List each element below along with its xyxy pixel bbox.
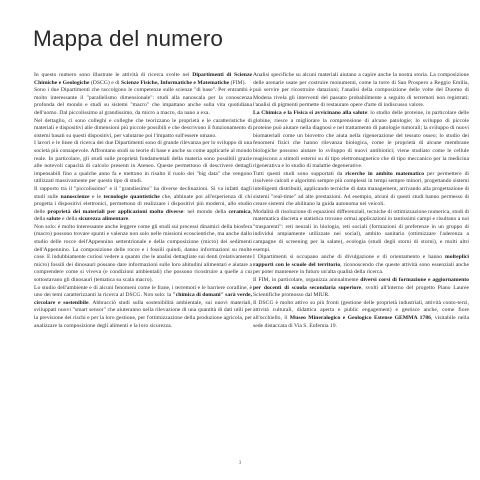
text-run: I Dipartimenti si occupano anche di divulgazione e di orientamento e hanno bbox=[253, 254, 446, 261]
highlighted-text: Museo Mineralogico e Geologico Estense GEMMA 1786 bbox=[289, 315, 431, 321]
highlighted-text: Scienze Fisiche, Informatiche e Matematiche bbox=[120, 79, 230, 86]
text-run: , svolti all'interno del progetto Piano Lauree Scientifiche promosso dal MIUR. bbox=[253, 284, 469, 299]
text-run: . Abbracciò studi sulla sostenibilità ambientale, sui nuovi materiali, sviluppati nuovi "smart sensor" che aiuteranno nella rilevazione di una quantità di dati utili per la previsione dei rischi e per la loro gestione, per l'ottimizzazione della produzione agricola, per analizzare la composizione degli alimenti e la loro sicurezza. bbox=[34, 299, 252, 329]
text-run: Lo studio dell'ambiente e di alcuni fenomeni come le frane, i terremoti e le barriere coralline, è uno dei temi caratterizzanti la ricerca al DSCG. Non solo: la bbox=[34, 284, 252, 299]
paragraph bbox=[253, 300, 469, 330]
page-number: 3 bbox=[238, 461, 242, 466]
highlighted-text: tecnologie quantistiche bbox=[103, 193, 160, 200]
text-run: (DSCG) e di bbox=[89, 79, 121, 86]
text-run: Il FIM, in particolare, organizza annualmente bbox=[253, 277, 361, 284]
text-run: Sono i due Dipartimenti che raccolgono le competenze sulle scienze "di base". Per entrambi è molto interessante il "parallelismo dimensionale": studi alla nanoscala per la conoscenza profonda del mondo e studi su sistemi "macro" che impattano anche sulla vita quotidiana dell'uomo. Dal piccolissimo al grandissimo, da micro a macro, da nano a exa. bbox=[34, 87, 252, 116]
highlighted-text: Dipartimenti di Scienze Chimiche e Geologiche bbox=[34, 72, 252, 86]
paragraph bbox=[34, 140, 252, 186]
paragraph bbox=[253, 209, 469, 255]
highlighted-text: molteplici rapporti con le scuole del territorio bbox=[253, 254, 469, 268]
text-run: Nel dettaglio, ci sono colleghi e colleghe che teorizzano le proprietà e le caratteristiche di materiali e dispositivi alle dimensioni più piccole possibili e che descrivono il funzionamento di sistemi basati su questi dispositivi, per valutarne poi l'impatto sull'essere umano. bbox=[34, 117, 252, 139]
text-run: : nel mondo della bbox=[183, 208, 229, 215]
highlighted-text: sicurezza alimentare bbox=[78, 216, 129, 223]
highlighted-text: nanoscienze bbox=[60, 193, 90, 200]
paragraph bbox=[34, 186, 252, 224]
highlighted-text: La Chimica e la Fisica si avvicinano alla salute bbox=[253, 109, 368, 116]
paragraph bbox=[34, 224, 252, 285]
text-run: per permettere di risolvere calcoli e algoritmi sempre più complessi in tempi sempre minori, progettando sistemi intelligenti distribuiti, applicando tecniche di data management, arrivando alla progettazione di sistemi "real-time" ad alte prestazioni. Ad esempio, alcuni di questi studi hanno permesso di creare sistemi che abilitano la guida autonoma nei veicoli. bbox=[253, 170, 469, 208]
text-run: Non solo: è molto interessante anche leggere come gli studi sui processi dinamici della biosfera (macro) possono trovare spunti e valenze non solo nelle missioni ecoscientiche, ma anche dallo studio delle rocce dell'Appennino settentrionale e della composizione (micro) dei sedimenti dell'Appennino. La composizione delle rocce e i fossili quindi, danno informazioni su molte cose. E indubbiamente curiosi vedere a quanto che le analisi dettagliate sui denti (relativamente micro) fossili dei dinosauri possano dare informazioni sulle loro abitudini alimentari e aiutare a comprendere come si viveva (e condizioni ambientali) che possono ricostruire a quelle a cui sottostavano gli dinosauri (tematica su scala macro). bbox=[34, 223, 252, 284]
page-title: Mappa del numero bbox=[33, 26, 224, 51]
text-run: In questo numero sono illustrate le attività di ricerca svolte nei bbox=[34, 72, 193, 78]
text-run: e le bbox=[89, 193, 104, 200]
paragraph bbox=[34, 285, 252, 331]
text-run: , riconoscendo che queste attività sono essenziali anche per poter mantenere in futuro un'alta qualità della ricerca. bbox=[253, 261, 469, 276]
paragraph bbox=[253, 277, 469, 300]
highlighted-text: proprietà dei materiali per applicazioni molto diverse bbox=[47, 208, 184, 215]
text-run: , visitabile nella sede distaccata di Via S. Eufemia 19. bbox=[253, 315, 469, 329]
left-text-column bbox=[34, 72, 252, 462]
text-run: . bbox=[128, 216, 130, 223]
right-text-column bbox=[253, 72, 469, 462]
paragraph bbox=[34, 118, 252, 141]
text-run: I lavori e le linee di ricerca dei due Dipartimenti sono di grande rilevanza per lo sviluppo di una società più consapevole. Affrontano studi su teorie di base e anche su come applicarle al mondo reale. In particolare, gli studi sulle proprietà fondamentali della materia sono possibili grazie alle notevoli capacità di calcolo presenti in Ateneo. Queste permettono di descrivere dettagli impensabili fino a qualche anno fa e mettono in risalto il ruolo dei "big data" che vengono utilizzati massivamente per questo tipo di studi. bbox=[34, 140, 252, 185]
highlighted-text: ricerche in ambito matematico bbox=[345, 170, 425, 177]
paragraph bbox=[253, 171, 469, 209]
paragraph bbox=[253, 110, 469, 171]
paragraph bbox=[253, 72, 469, 110]
text-run: e della bbox=[60, 216, 79, 223]
text-run: , della bbox=[34, 208, 252, 223]
text-run: Modalità di risoluzione di equazioni differenziali, tecniche di ottimizzazione numerica, studi di matematica discreta e statistica trovano ormai applicazioni in tantissimi campi e risultano a noi "trasparenti": reti neurali in biologia, reti sociali (formazioni di preferenze in un gruppo di individui ampiamente utilizzate nei social), ambito sanitario (ottimizzare l'aderenza a campagne di screening per la salute), ecologia (studi degli storni di storni), e molti altri esempi. bbox=[253, 208, 469, 253]
text-run: : lo studio delle proteine, in particolare delle globine, riesce a migliorare la comprensione di alcune patologie; lo sviluppo di piccole proteine può aiutare nella diagnosi e nel trattamento di patologie tumorali; la sviluppo di nuovi biomateriali come un biovetro che aiuta nella rigenerazione del tessuto osseo; lo studio dei fenomeni fisici che hanno rilevanza biologica, come le proprietà di alcune membrane biologiche possono aiutare lo sviluppo di nuovi antibiotici; viene studiato come le cellule reagiscono a stimoli esterni su di tipo elettromagnetico che di tipo meccanico per la medicina rigenerativa e lo studio di malattie degenerative. bbox=[253, 109, 469, 170]
text-run: Il rapporto tra il "piccolissimo" e il "grandissimo" ha diverse declinazioni. Si va infatti dagli studi sulle bbox=[34, 185, 252, 200]
paragraph bbox=[253, 254, 469, 277]
paragraph bbox=[34, 72, 252, 87]
text-run: Il DSCG è molto attivo su più fronti (gestione delle proprietà industriali, attività conto-terzi, attività culturali, didattica aperta e public engagement) e gestisce anche, come fiore all'occhiello, il bbox=[253, 299, 469, 321]
highlighted-text: "chimica di domani" sarà verde, circolare e sostenibile bbox=[34, 292, 252, 306]
paragraph bbox=[34, 87, 252, 117]
text-run: (FIM). bbox=[229, 79, 246, 86]
text-run: che, abbinate poi all'esperienza di chi progetta i dispositivi elettronici, permettono di realizzare i dispositivi più moderni, allo studio delle bbox=[34, 193, 252, 215]
highlighted-text: salute bbox=[46, 216, 61, 223]
text-run: Analisi specifiche su alcuni materiali aiutano a capire anche la nostra storia. La composizione delle arenarie usate per costruire monumenti, come la torre di San Prospero a Reggio Emilia, può servire per ricostruire datazioni; l'analisi della composizione delle volte del Duomo di Modena rivela gli interventi del passato probabilmente a seguito di terremoti non registrati; l'analisi di pigmenti permette di restaurare opere d'arte di indiscusso valore. bbox=[253, 72, 469, 109]
text-run: Tutti questi studi sono supportati da bbox=[253, 170, 346, 177]
highlighted-text: ceramica bbox=[228, 208, 251, 215]
highlighted-text: diversi corsi di formazione e aggiornamento per docenti di scuola secondaria superiore bbox=[253, 277, 469, 291]
